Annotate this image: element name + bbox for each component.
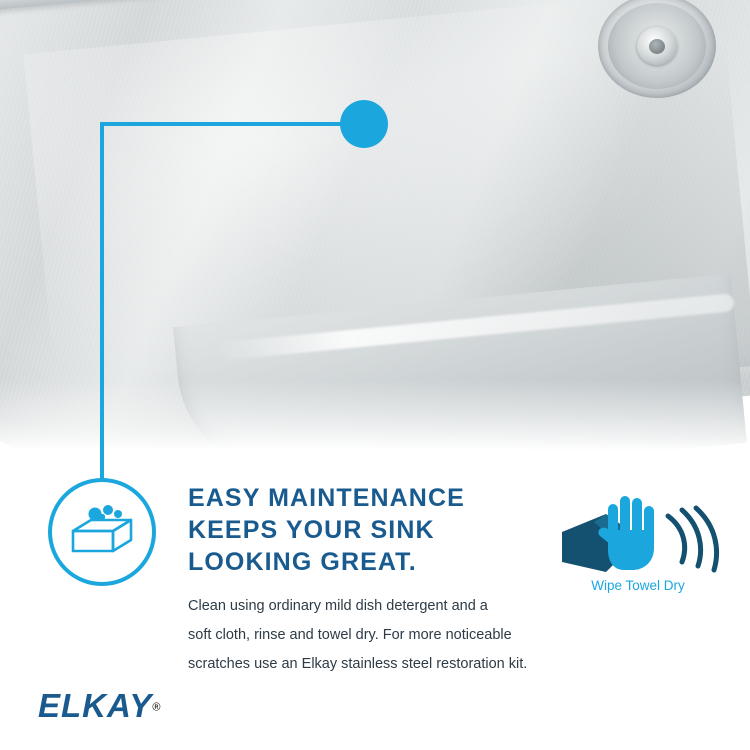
wipe-towel-caption: Wipe Towel Dry bbox=[591, 578, 685, 593]
logo-wordmark: ELKAY bbox=[38, 687, 153, 724]
elkay-logo bbox=[38, 688, 208, 724]
sponge-icon-circle bbox=[48, 478, 156, 586]
body-copy bbox=[188, 592, 578, 679]
page-headline bbox=[188, 482, 568, 578]
headline-line-2: KEEPS YOUR SINK bbox=[188, 516, 435, 544]
photo-bottom-fade bbox=[0, 380, 750, 470]
headline-line-1: EASY MAINTENANCE bbox=[188, 484, 465, 512]
body-line-1: Clean using ordinary mild dish detergent and a bbox=[188, 598, 488, 614]
callout-line-vertical bbox=[100, 122, 104, 482]
callout-line-horizontal bbox=[100, 122, 342, 126]
sink-drain bbox=[598, 0, 716, 98]
body-line-2: soft cloth, rinse and towel dry. For more noticeable bbox=[188, 627, 512, 643]
body-line-3: scratches use an Elkay stainless steel restoration kit. bbox=[188, 656, 528, 672]
logo-registered-mark: ® bbox=[152, 701, 161, 714]
maintenance-callout-dot bbox=[340, 100, 388, 148]
drain-hub-center bbox=[649, 39, 665, 54]
headline-line-3: LOOKING GREAT. bbox=[188, 548, 417, 576]
